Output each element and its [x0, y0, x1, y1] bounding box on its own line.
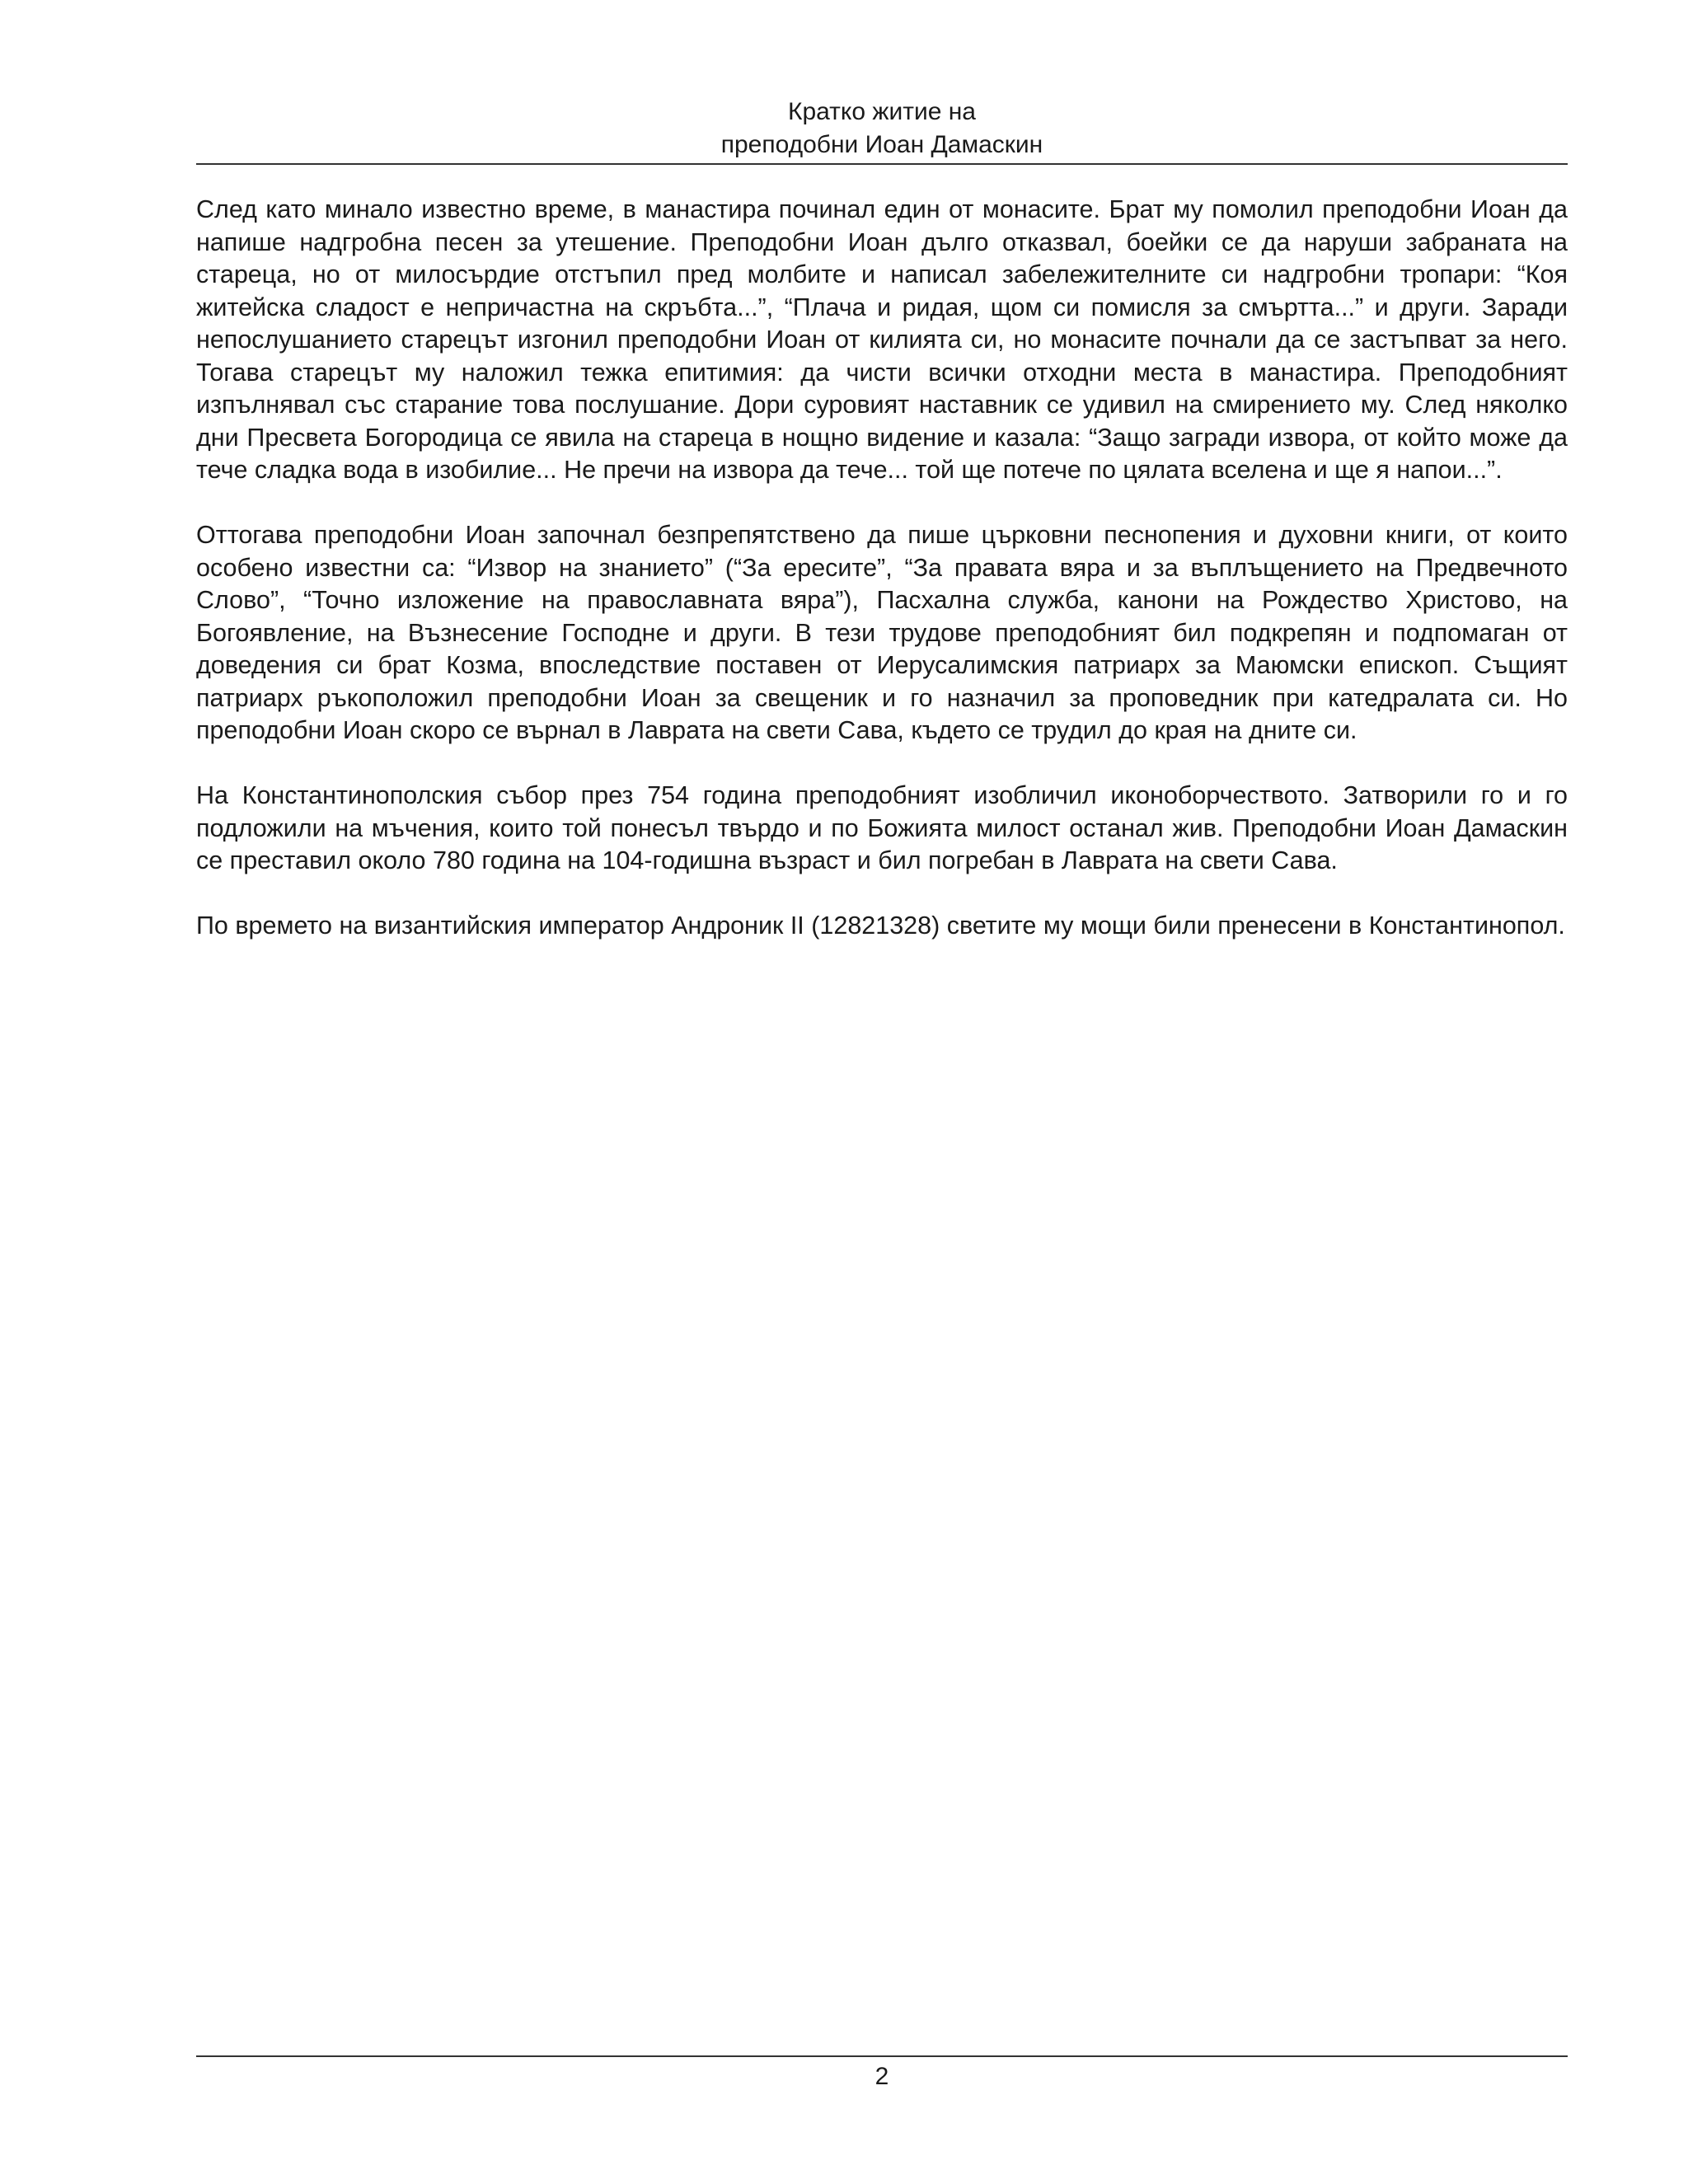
paragraph: На Константинополския събор през 754 година преподобният изобличил иконоборчеството. Затворили го и го подложили на мъчения, които той понесъл твърдо и по Божията милост останал жив. Преподобни Иоан Дамаскин се преставил около 780 година на 104-годишна възраст и бил погребан в Лаврата на свети Сава.	[196, 781, 1568, 874]
page-number: 2	[874, 2063, 889, 2090]
header-title-line-2: преподобни Иоан Дамаскин	[720, 131, 1043, 158]
header-title-line-1: Кратко житие на	[787, 98, 976, 125]
body-text	[196, 194, 1568, 975]
paragraph: След като минало известно време, в манастира починал един от монасите. Брат му помолил преподобни Иоан да напише надгробна песен за утешение. Преподобни Иоан дълго отказвал, боейки се да наруши забраната на стареца, но от милосърдие отстъпил пред молбите и написал забележителните си надгробни тропари: “Коя житейска сладост е непричастна на скръбта...”, “Плача и ридая, щом си помисля за смъртта...” и други. Заради непослушанието старецът изгонил преподобни Иоан от килията си, но монасите почнали да се застъпват за него. Тогава старецът му наложил тежка епитимия: да чисти всички отходни места в манастира. Преподобният изпълнявал със старание това послушание. Дори суровият наставник се удивил на смирението му. След няколко дни Пресвета Богородица се явила на стареца в нощно видение и казала: “Защо загради извора, от който може да тече сладка вода в изобилие... Не пречи на извора да тече... той ще потече по цялата вселена и ще я напои...”.	[196, 195, 1568, 484]
running-header	[196, 96, 1568, 162]
paragraph: Оттогава преподобни Иоан започнал безпрепятствено да пише църковни песнопения и духовни книги, от които особено известни са: “Извор на знанието” (“За ересите”, “За правата вяра и за въплъщението на Предвечното Слово”, “Точно изложение на православната вяра”), Пасхална служба, канони на Рождество Христово, на Богоявление, на Възнесение Господне и други. В тези трудове преподобният бил подкрепян и подпомаган от доведения си брат Козма, впоследствие поставен от Иерусалимския патриарх за Маюмски епископ. Същият патриарх ръкоположил преподобни Иоан за свещеник и го назначил за проповедник при катедралата си. Но преподобни Иоан скоро се върнал в Лаврата на свети Сава, където се трудил до края на дните си.	[196, 521, 1568, 744]
paragraph: По времето на византийския император Андроник II (12821328) светите му мощи били пренесени в Константинопол.	[196, 912, 1565, 940]
footer-divider	[196, 2055, 1568, 2057]
header-divider	[196, 163, 1568, 165]
